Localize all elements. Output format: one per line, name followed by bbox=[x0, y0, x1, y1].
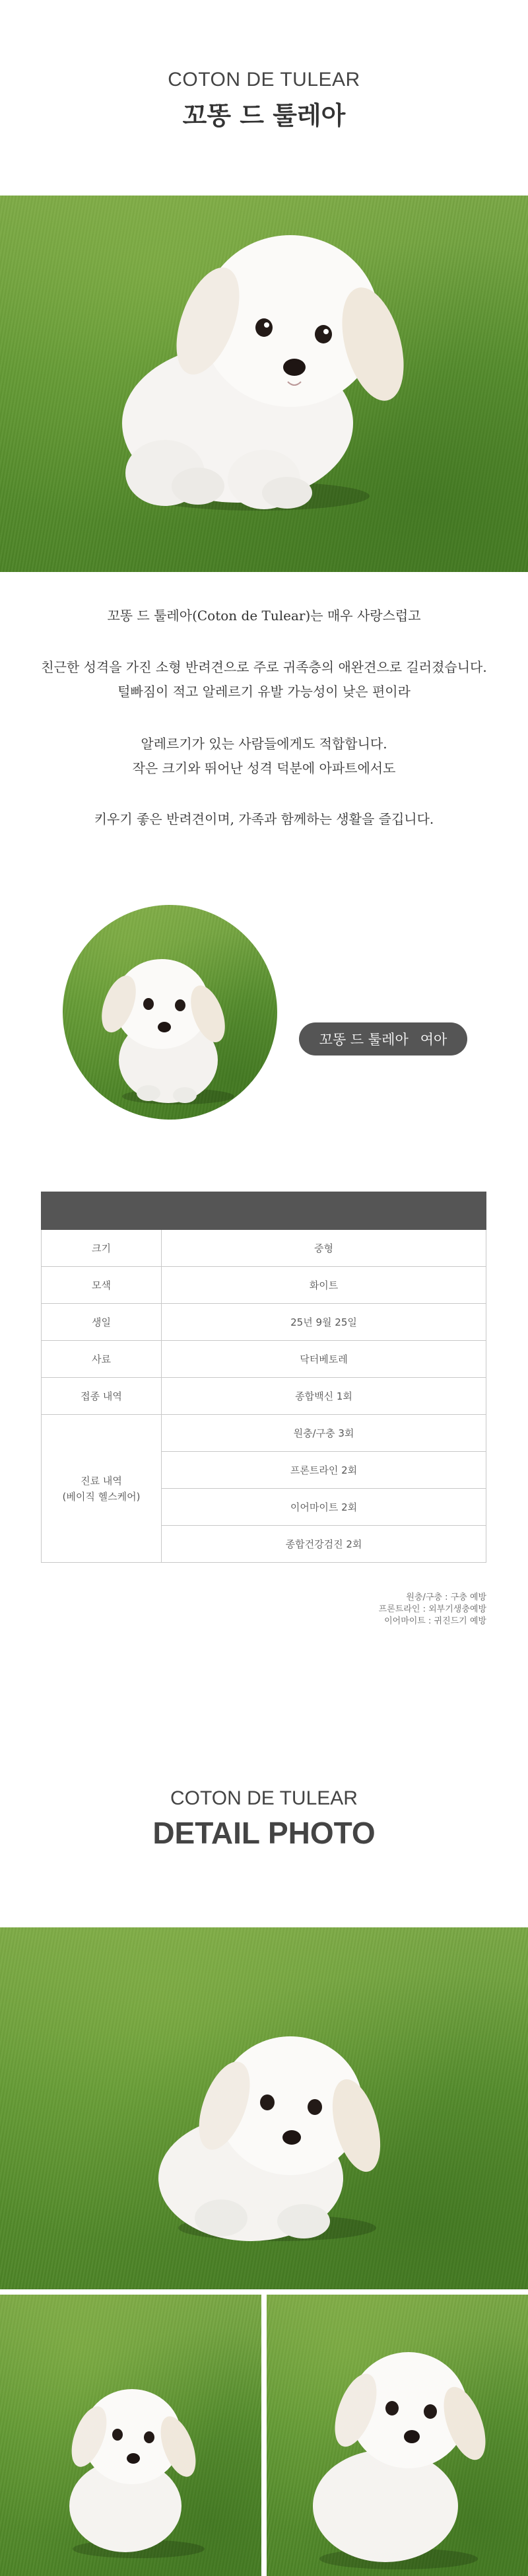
medical-label-main: 진료 내역 bbox=[81, 1474, 122, 1487]
row-value: 화이트 bbox=[162, 1267, 486, 1304]
footnote: 이어마이트 : 귀진드기 예방 bbox=[384, 1616, 486, 1626]
info-table bbox=[41, 1192, 486, 1563]
row-value: 중형 bbox=[162, 1230, 486, 1267]
table-row bbox=[42, 1415, 486, 1452]
detail-photo-left bbox=[0, 2295, 261, 2576]
description-line-2: 친근한 성격을 가진 소형 반려견으로 주로 귀족층의 애완견으로 길러졌습니다. bbox=[41, 659, 487, 675]
medical-item: 프론트라인 2회 bbox=[162, 1452, 486, 1489]
puppy-illustration bbox=[0, 196, 528, 572]
description-line-3: 털빠짐이 적고 알레르기 유발 가능성이 낮은 편이라 bbox=[117, 684, 411, 699]
medical-label-sub: (베이직 헬스케어) bbox=[62, 1490, 141, 1503]
description-line-6: 키우기 좋은 반려견이며, 가족과 함께하는 생활을 즐깁니다. bbox=[94, 811, 434, 827]
description-line-5: 작은 크기와 뛰어난 성격 덕분에 아파트에서도 bbox=[132, 760, 396, 776]
footnotes bbox=[379, 1592, 486, 1628]
row-label: 생일 bbox=[42, 1304, 162, 1341]
detail-photo-right bbox=[267, 2295, 528, 2576]
medical-item: 종합건강검진 2회 bbox=[162, 1526, 486, 1563]
table-row bbox=[42, 1304, 486, 1341]
medical-item: 이어마이트 2회 bbox=[162, 1489, 486, 1526]
profile-photo bbox=[63, 905, 277, 1120]
table-row bbox=[42, 1341, 486, 1378]
puppy-illustration bbox=[267, 2295, 528, 2576]
footnote: 원충/구충 : 구충 예방 bbox=[406, 1592, 486, 1602]
footnote: 프론트라인 : 외부기생충예방 bbox=[378, 1604, 486, 1614]
detail-title: DETAIL PHOTO bbox=[152, 1816, 376, 1850]
hero-photo bbox=[0, 196, 528, 572]
puppy-illustration bbox=[0, 1927, 528, 2289]
table-row bbox=[42, 1378, 486, 1415]
hero-subtitle: COTON DE TULEAR bbox=[168, 69, 360, 90]
hero-title: 꼬똥 드 툴레아 bbox=[182, 101, 346, 130]
row-label: 사료 bbox=[42, 1341, 162, 1378]
profile-badge bbox=[299, 1022, 467, 1055]
table-header-row bbox=[42, 1192, 486, 1230]
row-label: 모색 bbox=[42, 1267, 162, 1304]
table-row bbox=[42, 1230, 486, 1267]
profile-sex: 여아 bbox=[420, 1032, 447, 1048]
detail-subtitle: COTON DE TULEAR bbox=[170, 1787, 358, 1809]
row-value: 25년 9월 25일 bbox=[162, 1304, 486, 1341]
row-value: 종합백신 1회 bbox=[162, 1378, 486, 1415]
row-label: 크기 bbox=[42, 1230, 162, 1267]
description-line-4: 알레르기가 있는 사람들에게도 적합합니다. bbox=[141, 736, 387, 752]
table-row bbox=[42, 1267, 486, 1304]
description-line-1: 꼬똥 드 툴레아(Coton de Tulear)는 매우 사랑스럽고 bbox=[107, 608, 421, 624]
row-value: 닥터베토레 bbox=[162, 1341, 486, 1378]
detail-photo-large bbox=[0, 1927, 528, 2289]
profile-breed: 꼬똥 드 툴레아 bbox=[319, 1032, 409, 1048]
row-label: 접종 내역 bbox=[42, 1378, 162, 1415]
puppy-illustration bbox=[63, 905, 277, 1120]
medical-label bbox=[42, 1415, 162, 1563]
puppy-illustration bbox=[0, 2295, 261, 2576]
medical-item: 원충/구충 3회 bbox=[162, 1415, 486, 1452]
